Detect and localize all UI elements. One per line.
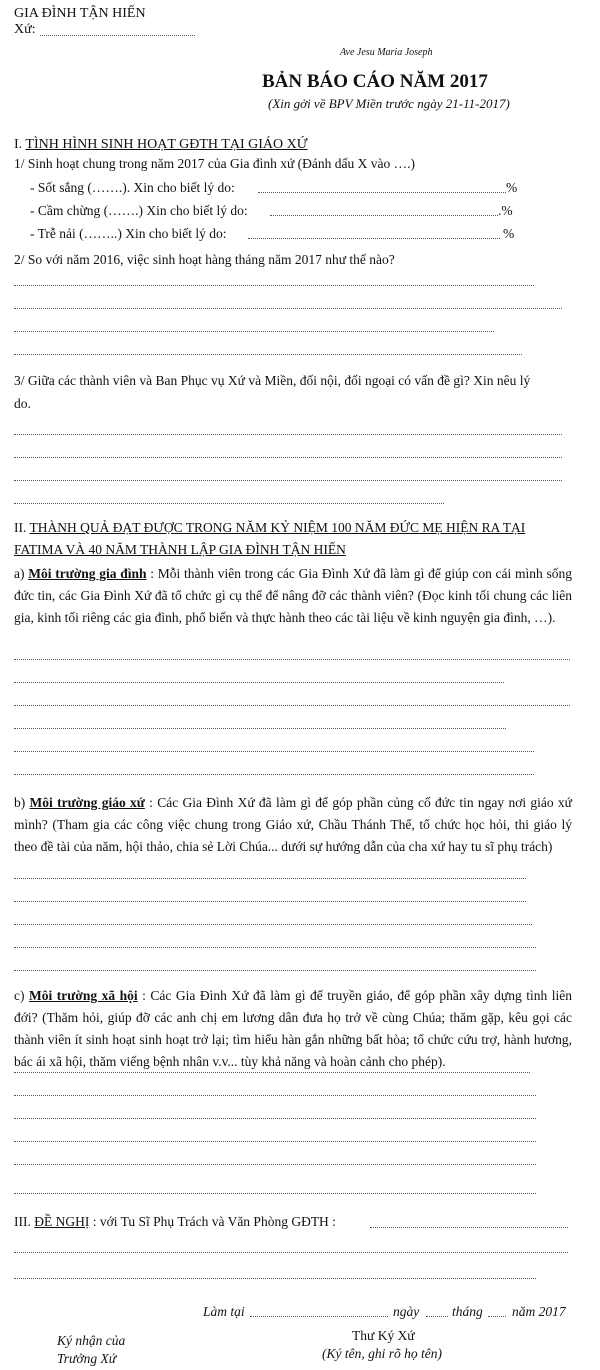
page-title: BẢN BÁO CÁO NĂM 2017 <box>262 71 488 92</box>
answer-b-line-4[interactable] <box>14 947 536 948</box>
part-c-title: Môi trường xã hội <box>29 988 138 1003</box>
section-1-number: I. <box>14 137 23 152</box>
answer-2-line-1[interactable] <box>14 285 534 286</box>
proposal-line-2[interactable] <box>14 1252 568 1253</box>
org-name: GIA ĐÌNH TẬN HIẾN <box>14 6 146 21</box>
answer-c-line-5[interactable] <box>14 1164 536 1165</box>
section-2-number: II. <box>14 520 27 535</box>
answer-3-line-4[interactable] <box>14 503 444 504</box>
day-field[interactable] <box>426 1316 448 1317</box>
part-c-body: : Các Gia Đình Xứ đã làm gì để truyền giáo, để góp phần xây dựng tình liên đới? (Thăm hỏi, giúp đỡ các anh chị em lương dân đưa họ trở về cùng Chúa; thăm gặp, kêu gọi các thành viên ít sinh hoạt sinh hoạt trở lại; tìm hiểu hàn gắn những bất hòa; tổ chức cứu trợ, hành hương, bác ái xã hội, thăm viếng bệnh nhân v.v... tùy khả năng và hoàn cảnh cho phép). <box>14 988 572 1069</box>
section-3-heading <box>14 1214 336 1230</box>
parish-field[interactable] <box>40 35 195 36</box>
month-field[interactable] <box>488 1316 506 1317</box>
answer-c-line-4[interactable] <box>14 1141 536 1142</box>
motto: Ave Jesu Maria Joseph <box>340 47 433 58</box>
answer-c-line-1[interactable] <box>14 1072 530 1073</box>
question-3-line-2: do. <box>14 396 31 411</box>
option-lax-label: - Trễ nải (……..) Xin cho biết lý do: <box>30 226 227 241</box>
part-a-prefix: a) <box>14 566 25 581</box>
section-2-heading-line-2: FATIMA VÀ 40 NĂM THÀNH LẬP GIA ĐÌNH TẬN HIẾN <box>14 542 346 557</box>
answer-a-line-5[interactable] <box>14 751 534 752</box>
part-b-title: Môi trường giáo xứ <box>29 795 145 810</box>
answer-3-line-1[interactable] <box>14 434 562 435</box>
section-2-heading-line-1 <box>14 520 525 536</box>
option-fervent-label: - Sốt sắng (…….). Xin cho biết lý do: <box>30 180 235 195</box>
answer-b-line-3[interactable] <box>14 924 532 925</box>
answer-2-line-4[interactable] <box>14 354 522 355</box>
section-3-title: ĐỀ NGHỊ <box>34 1214 90 1229</box>
page-subtitle: (Xin gởi về BPV Miền trước ngày 21-11-2017) <box>268 96 510 111</box>
answer-c-line-3[interactable] <box>14 1118 536 1119</box>
part-a-title: Môi trường gia đình <box>28 566 147 581</box>
option-moderate-label: - Cầm chừng (…….) Xin cho biết lý do: <box>30 203 248 218</box>
part-a-body: : Mỗi thành viên trong các Gia Đình Xứ đã làm gì để giúp con cái mình sống đức tin, các Gia Đình Xứ đã tổ chức gì cụ thể để nâng đỡ các thành viên? (Đọc kinh tối chung các liên gia, kinh tối riêng các gia đình, phổ biến và thực hành theo các tài liệu về kinh nguyện gia đình, …). <box>14 566 573 625</box>
section-1-title: TÌNH HÌNH SINH HOẠT GĐTH TẠI GIÁO XỨ <box>25 137 308 152</box>
proposal-line-3[interactable] <box>14 1278 536 1279</box>
question-3-line-1: 3/ Giữa các thành viên và Ban Phục vụ Xứ và Miền, đối nội, đối ngoại có vấn đề gì? Xin nêu lý <box>14 373 531 388</box>
option-moderate-pct: .% <box>498 203 513 218</box>
question-2: 2/ So với năm 2016, việc sinh hoạt hàng tháng năm 2017 như thế nào? <box>14 252 395 267</box>
question-1: 1/ Sinh hoạt chung trong năm 2017 của Gia đình xứ (Đánh dấu X vào ….) <box>14 156 415 171</box>
answer-3-line-2[interactable] <box>14 457 562 458</box>
answer-3-line-3[interactable] <box>14 480 562 481</box>
part-b-text <box>14 792 572 858</box>
option-fervent-pct: % <box>506 180 518 195</box>
part-c-text <box>14 985 572 1073</box>
section-1-heading <box>14 137 308 153</box>
section-3-text: : với Tu Sĩ Phụ Trách và Văn Phòng GĐTH : <box>89 1214 336 1229</box>
secretary-signature-note: (Ký tên, ghi rõ họ tên) <box>322 1346 442 1361</box>
proposal-line-1[interactable] <box>370 1227 568 1228</box>
parish-label: Xứ: <box>14 22 36 37</box>
leader-signature-label-2: Trưởng Xứ <box>57 1351 117 1366</box>
answer-c-line-2[interactable] <box>14 1095 536 1096</box>
option-fervent-reason[interactable] <box>258 192 506 193</box>
answer-a-line-4[interactable] <box>14 728 506 729</box>
answer-b-line-5[interactable] <box>14 970 536 971</box>
part-a-text <box>14 563 572 629</box>
part-b-body: : Các Gia Đình Xứ đã làm gì để góp phần củng cố đức tin ngay nơi giáo xứ mình? (Tham gia các công việc chung trong Giáo xứ, Chầu Thánh Thể, tổ chức học hỏi, thi giáo lý theo đề tài của năm, hội thảo, chia sẻ Lời Chúa... dưới sự hướng dẫn của cha xứ hay tu sĩ phụ trách) <box>14 795 572 854</box>
answer-a-line-3[interactable] <box>14 705 570 706</box>
answer-a-line-6[interactable] <box>14 774 534 775</box>
answer-b-line-2[interactable] <box>14 901 526 902</box>
option-moderate-reason[interactable] <box>270 215 498 216</box>
answer-2-line-2[interactable] <box>14 308 562 309</box>
answer-2-line-3[interactable] <box>14 331 494 332</box>
answer-b-line-1[interactable] <box>14 878 526 879</box>
secretary-title: Thư Ký Xứ <box>352 1328 415 1343</box>
place-label: Làm tại <box>203 1304 245 1319</box>
leader-signature-label-1: Ký nhận của <box>57 1333 126 1348</box>
answer-c-line-6[interactable] <box>14 1193 536 1194</box>
part-c-prefix: c) <box>14 988 25 1003</box>
section-2-title-1: THÀNH QUẢ ĐẠT ĐƯỢC TRONG NĂM KỶ NIỆM 100 NĂM ĐỨC MẸ HIỆN RA TẠI <box>29 520 526 535</box>
section-3-number: III. <box>14 1214 31 1229</box>
answer-a-line-1[interactable] <box>14 659 570 660</box>
part-b-prefix: b) <box>14 795 26 810</box>
day-label: ngày <box>393 1304 420 1319</box>
year-label: năm 2017 <box>512 1304 566 1319</box>
answer-a-line-2[interactable] <box>14 682 504 683</box>
place-field[interactable] <box>250 1316 388 1317</box>
option-lax-reason[interactable] <box>248 238 500 239</box>
month-label: tháng <box>452 1304 483 1319</box>
option-lax-pct: % <box>503 226 515 241</box>
